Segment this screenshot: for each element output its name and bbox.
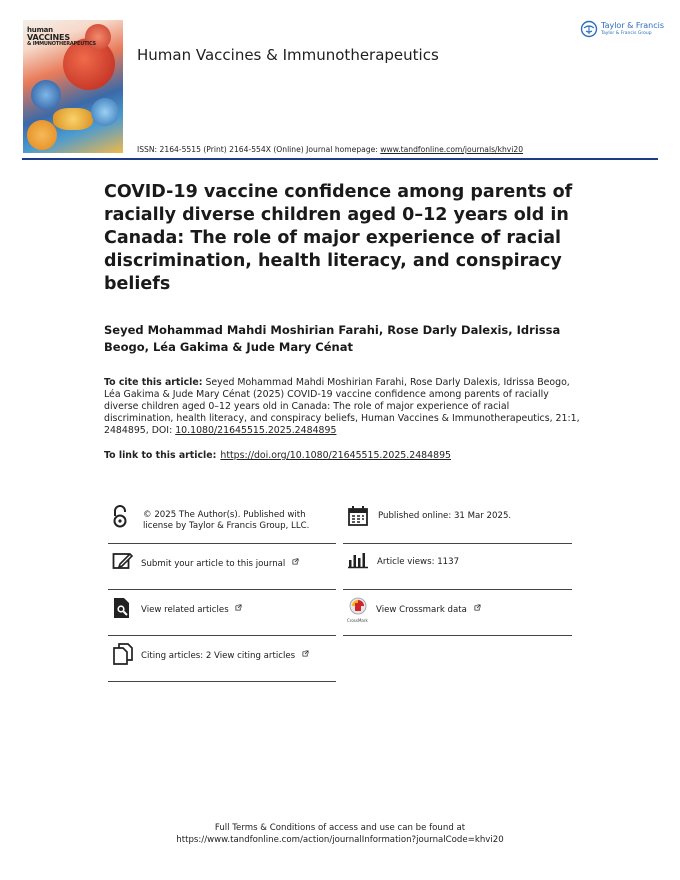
external-link-icon: [474, 604, 481, 611]
license-info: [110, 505, 335, 535]
published-info: [345, 505, 570, 535]
citing-documents-icon: [112, 643, 134, 665]
external-link-icon: [302, 650, 309, 657]
divider: [343, 589, 572, 590]
external-link-icon: [292, 558, 299, 565]
article-link-line: [104, 450, 580, 461]
edit-icon: [112, 551, 134, 571]
article-title: COVID-19 vaccine confidence among parents of racially diverse children aged 0–12 years old in Canada: The role of major experience of racial discrimination, health literacy, and conspiracy beliefs: [104, 182, 573, 294]
external-link-icon: [235, 604, 242, 611]
divider: [108, 635, 336, 636]
article-url-link[interactable]: https://doi.org/10.1080/21645515.2025.2484895: [220, 450, 452, 461]
divider: [343, 543, 572, 544]
divider: [108, 543, 336, 544]
crossmark-icon-label: CrossMark: [347, 618, 368, 623]
issn-line: [137, 145, 523, 154]
issn-text: ISSN: 2164-5515 (Print) 2164-554X (Online) Journal homepage:: [137, 145, 381, 154]
cell-illustration: [27, 120, 57, 150]
views-text: Article views: 1137: [377, 557, 460, 567]
footer-terms-text: Full Terms & Conditions of access and use can be found at: [214, 823, 466, 833]
document-search-icon: [112, 597, 132, 619]
publisher-name: Taylor & Francis: [601, 21, 664, 30]
publisher-logo[interactable]: [580, 19, 664, 41]
divider: [108, 589, 336, 590]
cover-title-line: & IMMUNOTHERAPEUTICS: [27, 41, 96, 47]
header-divider: [22, 158, 658, 160]
citation-label: To cite this article:: [104, 377, 203, 388]
journal-homepage-link[interactable]: www.tandfonline.com/journals/khvi20: [380, 145, 524, 154]
submit-article-link[interactable]: [112, 551, 337, 575]
publisher-subtitle: Taylor & Francis Group: [601, 31, 652, 36]
cover-title-line: VACCINES: [27, 33, 70, 42]
crossmark-link[interactable]: [347, 597, 572, 623]
cover-title: [27, 27, 96, 47]
cell-illustration: [91, 98, 119, 126]
bar-chart-icon: [347, 551, 369, 569]
article-views: [347, 551, 572, 575]
divider: [108, 681, 336, 682]
footer: [0, 822, 680, 846]
calendar-icon: [347, 505, 369, 527]
open-access-icon: [110, 505, 130, 529]
cover-title-line: human: [27, 26, 53, 34]
doi-link[interactable]: 10.1080/21645515.2025.2484895: [175, 425, 337, 436]
cell-illustration: [31, 80, 61, 110]
link-label: To link to this article:: [104, 450, 217, 461]
published-date: Published online: 31 Mar 2025.: [378, 511, 512, 521]
article-authors: Seyed Mohammad Mahdi Moshirian Farahi, Rose Darly Dalexis, Idrissa Beogo, Léa Gakima & Jude Mary Cénat: [104, 323, 561, 354]
citation-text: Seyed Mohammad Mahdi Moshirian Farahi, Rose Darly Dalexis, Idrissa Beogo, Léa Gakima & Jude Mary Cénat (2025) COVID-19 vaccine confidence among parents of racially diverse children aged 0–12 years old in Canada: The role of major experience of racial discrimination, health literacy, and conspiracy beliefs, Human Vaccines & Immunotherapeutics, 21:1, 2484895, DOI:: [104, 377, 580, 436]
cell-illustration: [53, 108, 93, 130]
citation-block: [104, 377, 580, 437]
related-text: View related articles: [141, 605, 229, 615]
crossmark-text: View Crossmark data: [376, 605, 467, 615]
citing-text: Citing articles: 2 View citing articles: [141, 651, 296, 661]
journal-cover-image: [23, 20, 123, 153]
taylor-francis-icon: [580, 20, 598, 38]
footer-terms-link[interactable]: https://www.tandfonline.com/action/journalInformation?journalCode=khvi20: [176, 835, 504, 845]
journal-title: Human Vaccines & Immunotherapeutics: [137, 46, 439, 64]
license-text: © 2025 The Author(s). Published with license by Taylor & Francis Group, LLC.: [143, 510, 310, 531]
related-articles-link[interactable]: [112, 597, 337, 621]
submit-text: Submit your article to this journal: [141, 559, 286, 569]
citing-articles-link[interactable]: [112, 643, 337, 667]
divider: [343, 635, 572, 636]
